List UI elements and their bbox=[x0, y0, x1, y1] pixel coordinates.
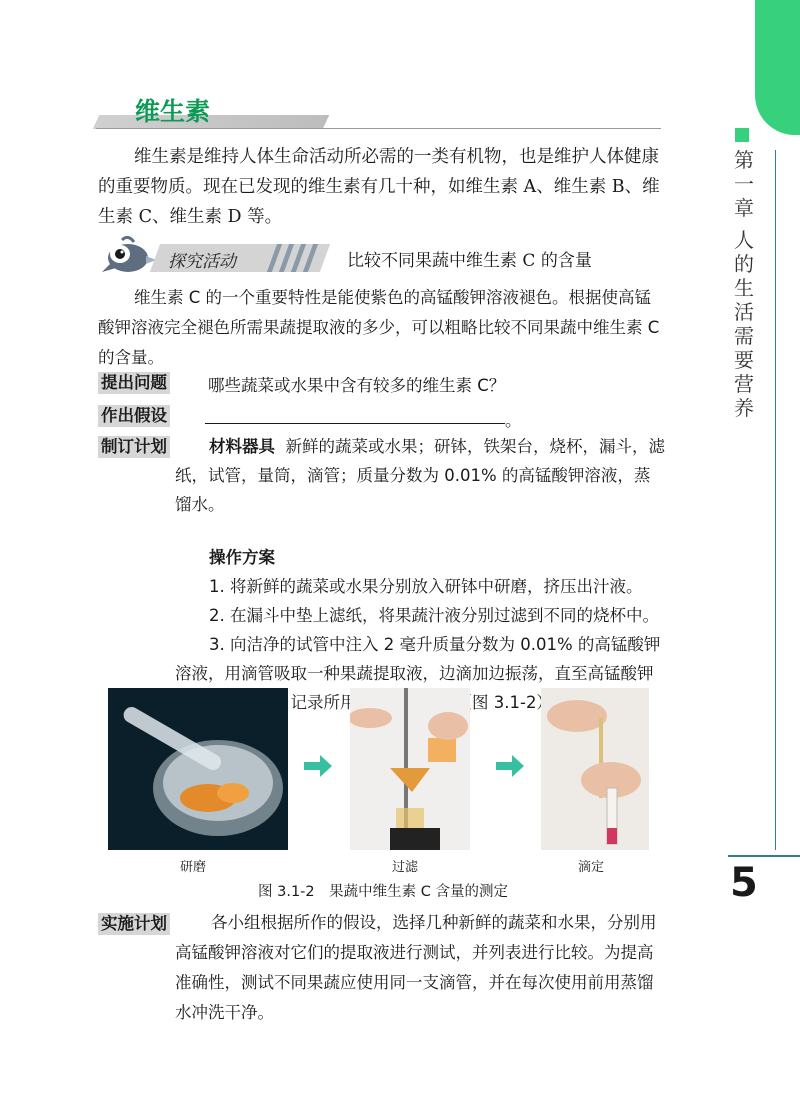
procedure-heading: 操作方案 bbox=[209, 548, 275, 567]
section-title: 维生素 bbox=[135, 97, 211, 126]
chapter-label: 第一章 bbox=[734, 148, 754, 220]
chapter-marker-square bbox=[735, 128, 749, 142]
figure-caption: 过滤 bbox=[392, 860, 419, 875]
implement-block bbox=[175, 908, 665, 1028]
page-number: 5 bbox=[730, 860, 758, 906]
chapter-corner-tab bbox=[755, 0, 800, 135]
title-rule bbox=[96, 128, 661, 129]
plan-tag: 制订计划 bbox=[98, 436, 170, 458]
inquiry-label: 探究活动 bbox=[168, 252, 236, 272]
mascot-bird-icon bbox=[98, 234, 158, 276]
title-underbar bbox=[93, 115, 330, 129]
arrow-right-icon bbox=[304, 755, 332, 777]
question-text: 哪些蔬菜或水果中含有较多的维生素 C？ bbox=[208, 376, 506, 395]
intro-paragraph: 维生素是维持人体生命活动所必需的一类有机物，也是维护人体健康的重要物质。现在已发现的维生素有几十种，如维生素 A、维生素 B、维生素 C、维生素 D 等。 bbox=[98, 147, 660, 227]
materials-text: 新鲜的蔬菜或水果；研钵，铁架台，烧杯，漏斗，滤纸，试管，量筒，滴管；质量分数为 0.01% 的高锰酸钾溶液，蒸馏水。 bbox=[175, 437, 665, 514]
figure-caption: 研磨 bbox=[180, 860, 207, 875]
filtering-photo bbox=[350, 688, 470, 850]
implement-text: 各小组根据所作的假设，选择几种新鲜的蔬菜和水果，分别用高锰酸钾溶液对它们的提取液进行测试，并列表进行比较。为提高准确性，测试不同果蔬应使用同一支滴管，并在每次使用前用蒸馏水冲洗干净。 bbox=[175, 913, 657, 1022]
materials-heading: 材料器具 bbox=[209, 437, 275, 456]
inquiry-title: 比较不同果蔬中维生素 C 的含量 bbox=[347, 251, 592, 271]
banner-stripes bbox=[272, 244, 322, 272]
question-tag: 提出问题 bbox=[98, 372, 170, 394]
margin-divider-line bbox=[775, 150, 776, 850]
procedure-step: 2. 在漏斗中垫上滤纸，将果蔬汁液分别过滤到不同的烧杯中。 bbox=[209, 606, 659, 625]
hypothesis-period: 。 bbox=[505, 411, 522, 430]
hypothesis-blank-line bbox=[205, 423, 505, 424]
hypothesis-tag: 作出假设 bbox=[98, 405, 170, 427]
procedure-step: 3. 向洁净的试管中注入 2 毫升质量分数为 0.01% 的高锰酸钾溶液，用滴管吸取一种果蔬提取液，边滴加边振荡，直至高锰酸钾溶液完全褪色，记录所用提取液的滴数（图 3.1-2）。 bbox=[175, 635, 661, 712]
materials-block bbox=[175, 432, 665, 519]
arrow-right-icon bbox=[496, 755, 524, 777]
figure-title: 图 3.1-2 果蔬中维生素 C 含量的测定 bbox=[258, 884, 508, 900]
procedure-step: 1. 将新鲜的蔬菜或水果分别放入研钵中研磨，挤压出汁液。 bbox=[209, 577, 643, 596]
page-number-rule bbox=[728, 855, 800, 857]
grinding-photo bbox=[108, 688, 288, 850]
chapter-title: 人的生活需要营养 bbox=[734, 228, 754, 420]
chapter-running-head bbox=[732, 148, 756, 420]
titration-photo bbox=[541, 688, 649, 850]
inquiry-intro: 维生素 C 的一个重要特性是能使紫色的高锰酸钾溶液褪色。根据使高锰酸钾溶液完全褪色所需果蔬提取液的多少，可以粗略比较不同果蔬中维生素 C 的含量。 bbox=[98, 288, 660, 367]
implement-tag: 实施计划 bbox=[98, 913, 170, 935]
figure-caption: 滴定 bbox=[578, 860, 605, 875]
